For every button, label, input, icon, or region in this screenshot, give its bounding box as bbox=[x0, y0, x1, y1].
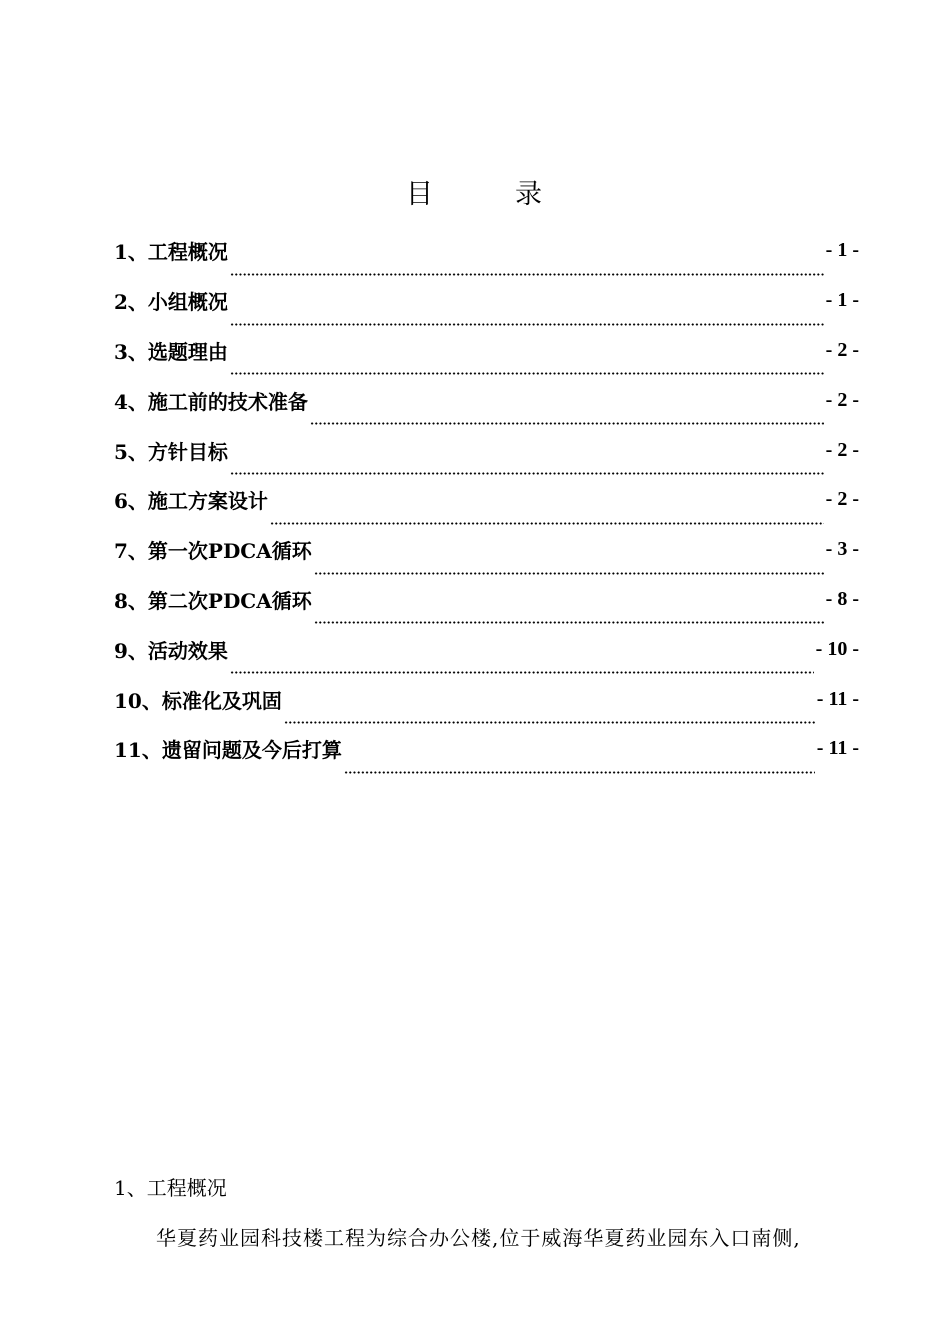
toc-leader-dots bbox=[230, 262, 824, 276]
toc-leader-dots bbox=[314, 610, 824, 624]
toc-list bbox=[114, 226, 859, 774]
toc-entry-label: 2、小组概况 bbox=[114, 290, 228, 315]
toc-title bbox=[0, 172, 950, 211]
toc-entry-label: 7、第一次PDCA循环 bbox=[114, 539, 312, 564]
toc-entry-page: - 11 - bbox=[816, 687, 859, 710]
toc-title-right: 录 bbox=[515, 179, 544, 210]
toc-entry-label: 11、遗留问题及今后打算 bbox=[114, 738, 342, 763]
toc-leader-dots bbox=[230, 312, 824, 326]
toc-leader-dots bbox=[314, 561, 824, 575]
toc-leader-dots bbox=[344, 760, 815, 774]
toc-entry[interactable] bbox=[114, 326, 859, 376]
toc-entry[interactable] bbox=[114, 475, 859, 525]
toc-entry-page: - 3 - bbox=[825, 538, 859, 561]
toc-title-left: 目 bbox=[406, 179, 435, 210]
toc-entry[interactable] bbox=[114, 624, 859, 674]
toc-entry[interactable] bbox=[114, 276, 859, 326]
toc-entry-label: 10、标准化及巩固 bbox=[114, 688, 282, 713]
toc-entry-label: 4、施工前的技术准备 bbox=[114, 389, 308, 414]
toc-entry-page: - 2 - bbox=[825, 488, 859, 511]
toc-entry[interactable] bbox=[114, 375, 859, 425]
toc-entry-page: - 2 - bbox=[825, 438, 859, 461]
toc-entry-label: 8、第二次PDCA循环 bbox=[114, 588, 312, 613]
toc-entry[interactable] bbox=[114, 575, 859, 625]
toc-entry-page: - 2 - bbox=[825, 338, 859, 361]
toc-entry[interactable] bbox=[114, 226, 859, 276]
toc-entry[interactable] bbox=[114, 674, 859, 724]
toc-entry-label: 9、活动效果 bbox=[114, 638, 228, 663]
toc-entry-page: - 8 - bbox=[825, 587, 859, 610]
toc-entry-label: 3、选题理由 bbox=[114, 339, 228, 364]
toc-entry[interactable] bbox=[114, 525, 859, 575]
toc-entry[interactable] bbox=[114, 724, 859, 774]
toc-entry-page: - 11 - bbox=[816, 737, 859, 760]
toc-leader-dots bbox=[270, 511, 824, 525]
toc-entry-label: 5、方针目标 bbox=[114, 439, 228, 464]
toc-leader-dots bbox=[230, 461, 824, 475]
toc-entry-page: - 10 - bbox=[815, 637, 859, 660]
toc-leader-dots bbox=[310, 411, 824, 425]
toc-entry-page: - 2 - bbox=[825, 388, 859, 411]
toc-leader-dots bbox=[284, 710, 815, 724]
toc-entry-label: 6、施工方案设计 bbox=[114, 489, 268, 514]
toc-leader-dots bbox=[230, 361, 824, 375]
toc-entry-label: 1、工程概况 bbox=[114, 240, 228, 265]
toc-entry[interactable] bbox=[114, 425, 859, 475]
section-heading: 1、工程概况 bbox=[114, 1176, 227, 1200]
toc-entry-page: - 1 - bbox=[825, 289, 859, 312]
toc-entry-page: - 1 - bbox=[825, 239, 859, 262]
toc-leader-dots bbox=[230, 660, 814, 674]
body-paragraph: 华夏药业园科技楼工程为综合办公楼,位于威海华夏药业园东入口南侧, bbox=[156, 1226, 801, 1250]
